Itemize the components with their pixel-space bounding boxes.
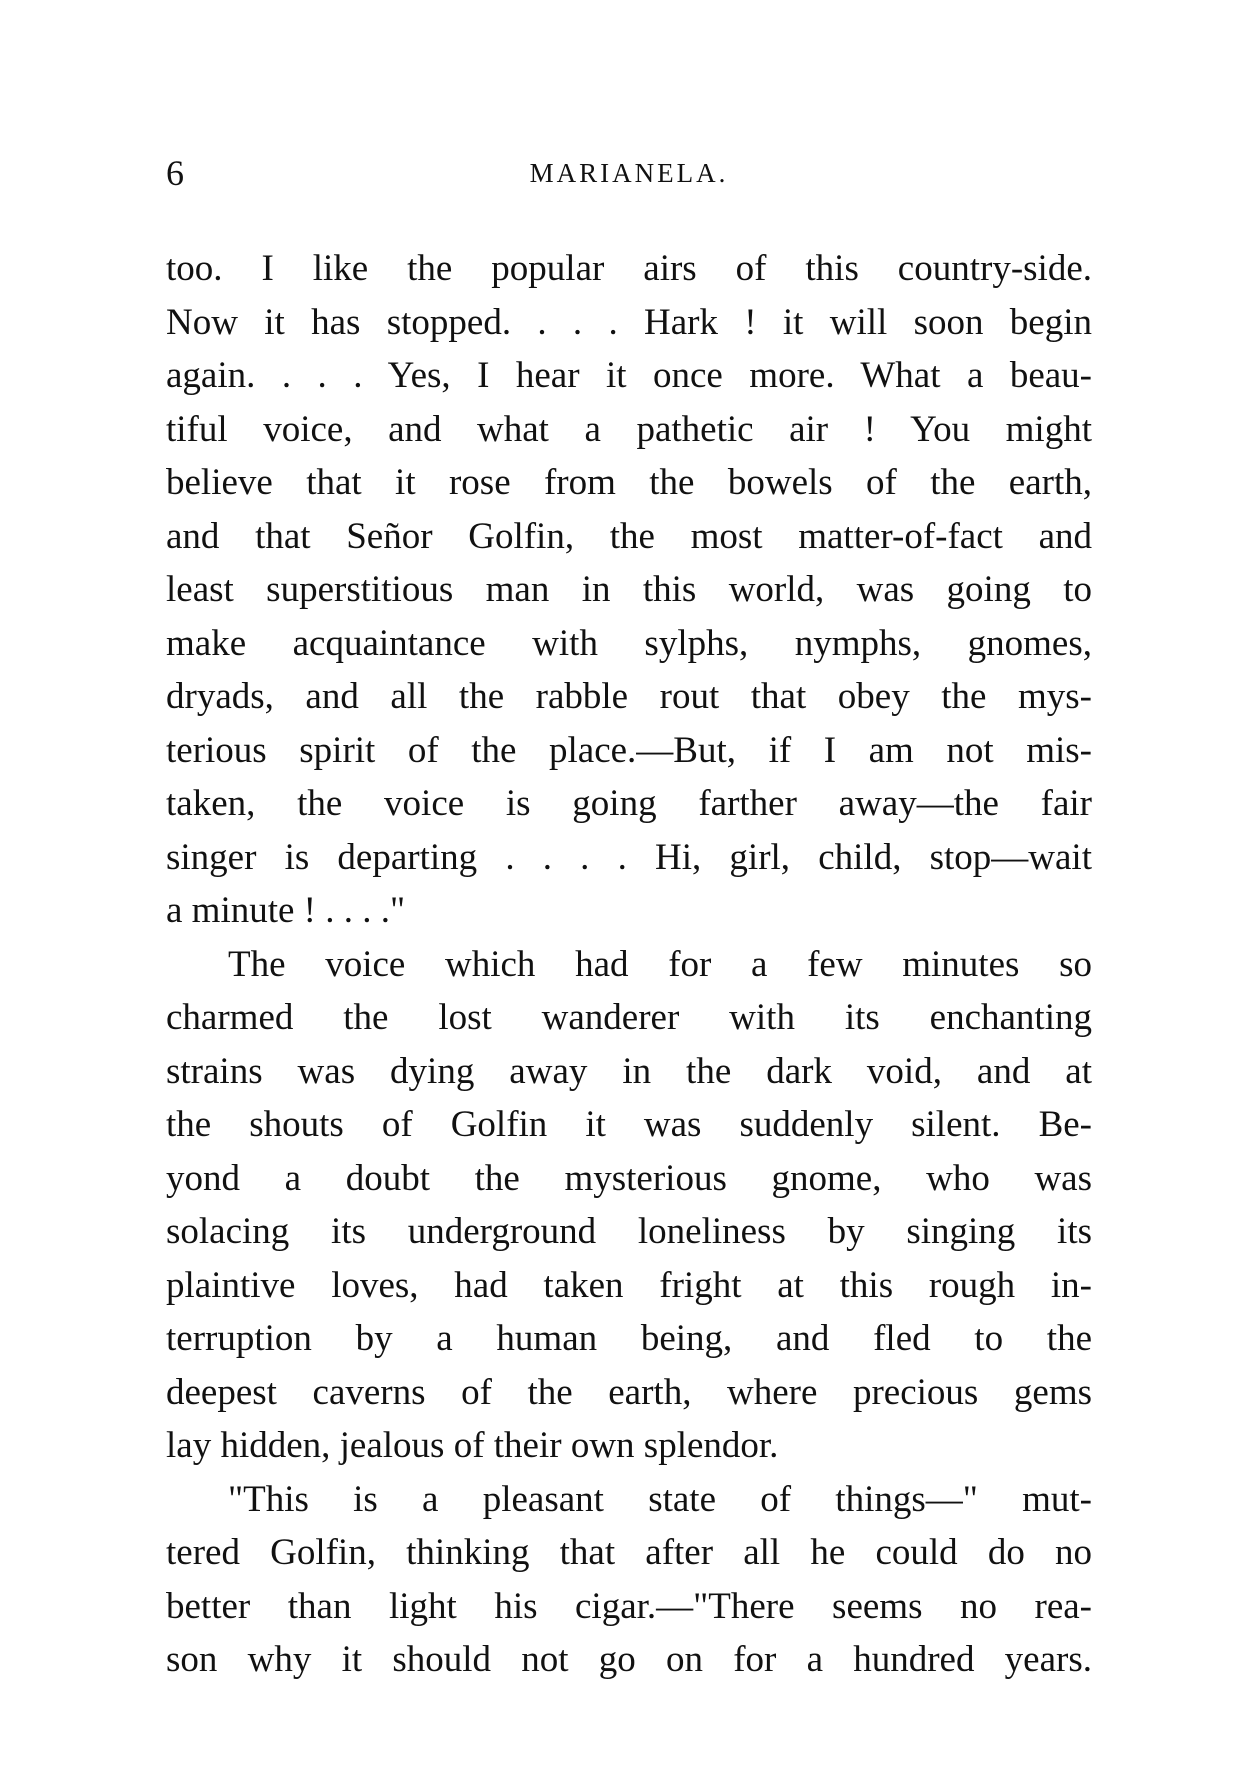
text-line: terruption by a human being, and fled to the bbox=[166, 1318, 1092, 1359]
text-line: "This is a pleasant state of things—" mut- bbox=[228, 1478, 1092, 1520]
text-line: taken, the voice is going farther away—the fair bbox=[166, 783, 1092, 824]
text-line: yond a doubt the mysterious gnome, who was bbox=[166, 1157, 1092, 1199]
text-line: The voice which had for a few minutes so bbox=[228, 943, 1092, 985]
text-line: son why it should not go on for a hundred years. bbox=[166, 1639, 1092, 1680]
text-line: terious spirit of the place.—But, if I am not mis- bbox=[166, 729, 1092, 771]
text-line: Now it has stopped. . . . Hark ! it will soon begin bbox=[166, 301, 1092, 343]
running-title: MARIANELA. bbox=[529, 158, 729, 188]
text-line: strains was dying away in the dark void, and at bbox=[166, 1050, 1092, 1092]
text-line: singer is departing . . . . Hi, girl, child, stop—wait bbox=[166, 836, 1092, 878]
text-line: tiful voice, and what a pathetic air ! You might bbox=[166, 408, 1092, 450]
page-number: 6 bbox=[166, 153, 184, 193]
text-line: again. . . . Yes, I hear it once more. What a beau- bbox=[166, 355, 1092, 396]
text-line: and that Señor Golfin, the most matter-of-fact and bbox=[166, 515, 1092, 557]
text-line: lay hidden, jealous of their own splendor. bbox=[166, 1425, 779, 1466]
text-line: believe that it rose from the bowels of the earth, bbox=[166, 462, 1092, 503]
text-line: better than light his cigar.—"There seems no rea- bbox=[166, 1585, 1092, 1627]
text-line: charmed the lost wanderer with its enchanting bbox=[166, 997, 1092, 1038]
text-line: deepest caverns of the earth, where precious gems bbox=[166, 1371, 1092, 1413]
text-line: solacing its underground loneliness by singing its bbox=[166, 1211, 1092, 1252]
running-head bbox=[166, 148, 1092, 198]
text-line: plaintive loves, had taken fright at this rough in- bbox=[166, 1264, 1092, 1306]
text-line: least superstitious man in this world, was going to bbox=[166, 569, 1092, 610]
text-line: dryads, and all the rabble rout that obey the mys- bbox=[166, 676, 1092, 717]
text-line: tered Golfin, thinking that after all he could do no bbox=[166, 1532, 1092, 1573]
text-line: the shouts of Golfin it was suddenly silent. Be- bbox=[166, 1104, 1092, 1145]
text-line: too. I like the popular airs of this country-side. bbox=[166, 248, 1092, 289]
text-line: make acquaintance with sylphs, nymphs, gnomes, bbox=[166, 622, 1092, 664]
text-line: a minute ! . . . ." bbox=[166, 890, 406, 931]
body-text bbox=[166, 242, 1092, 1687]
